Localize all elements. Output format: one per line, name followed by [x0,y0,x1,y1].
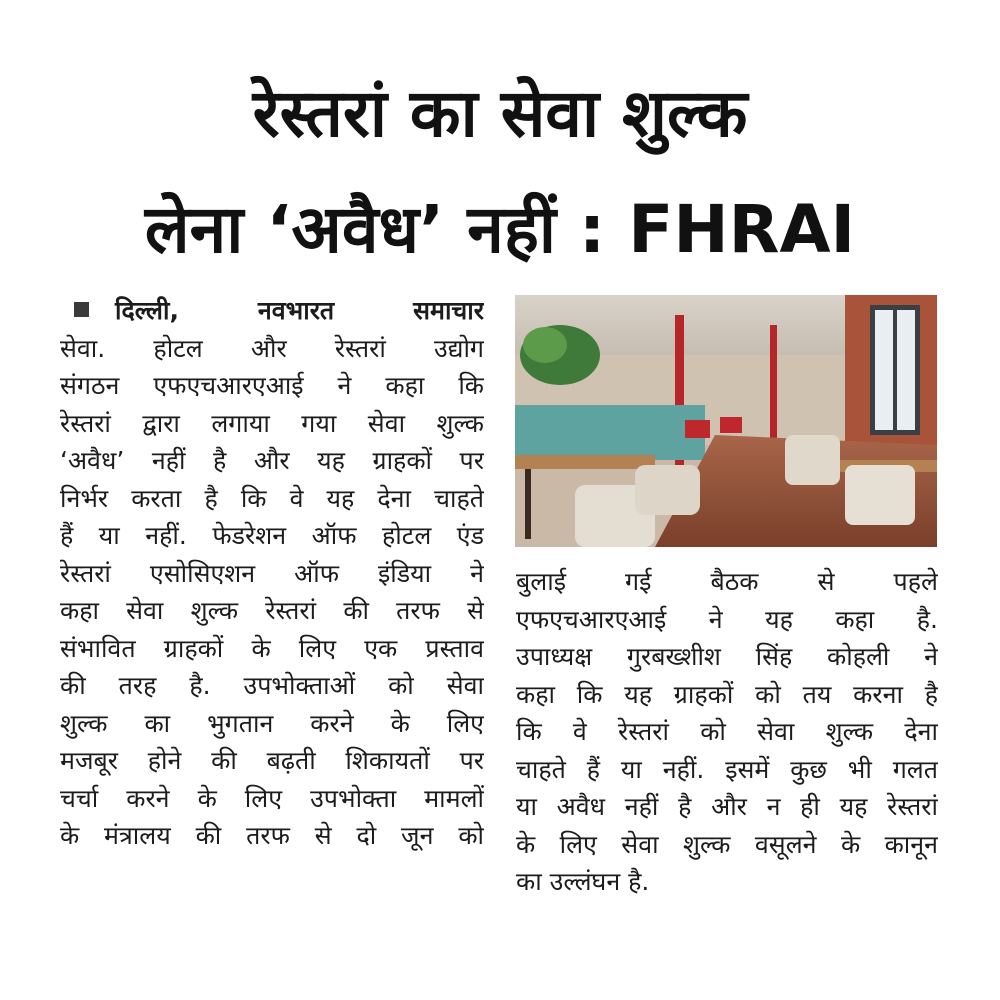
headline-line-2: लेना ‘अवैध’ नहीं : FHRAI [144,191,856,268]
article-line: रेस्तरां एसोसिएशन ऑफ इंडिया ने [60,558,484,588]
article-line: या अवैध नहीं है और न ही यह रेस्तरां [516,792,938,821]
article-column-left [60,292,484,855]
article-line: शुल्क का भुगतान करने के लिए [60,708,484,738]
article-line: कि वे रेस्तरां को सेवा शुल्क देना [516,717,938,746]
article-line: निर्भर करता है कि वे यह देना चाहते [60,483,484,513]
article-line: उपाध्यक्ष गुरबख्शीश सिंह कोहली ने [516,642,938,671]
article-line: चर्चा करने के लिए उपभोक्ता मामलों [60,783,484,813]
article-line: संभावित ग्राहकों के लिए एक प्रस्ताव [60,633,484,663]
article-line [60,292,484,330]
article-line: की तरह है. उपभोक्ताओं को सेवा [60,671,484,700]
dateline: दिल्ली, नवभारत समाचार [115,296,484,325]
article-column-right [516,563,938,901]
bullet-square-icon [74,302,89,317]
article-line: ‘अवैध’ नहीं है और यह ग्राहकों पर [60,446,484,475]
article-line: हैं या नहीं. फेडरेशन ऑफ होटल एंड [60,521,484,550]
article-line: के मंत्रालय की तरफ से दो जून को [60,821,484,850]
article-line: मजबूर होने की बढ़ती शिकायतों पर [60,746,484,775]
article-line: के लिए सेवा शुल्क वसूलने के कानून [516,829,938,859]
article-line: एफएचआरएआई ने यह कहा है. [516,604,938,634]
article-line: चाहते हैं या नहीं. इसमें कुछ भी गलत [516,754,938,784]
article-line: बुलाई गई बैठक से पहले [516,567,938,596]
article-line: कहा कि यह ग्राहकों को तय करना है [516,679,938,709]
restaurant-interior-photo [515,295,937,547]
article-line: संगठन एफएचआरएआई ने कहा कि [60,371,484,400]
headline-line-1: रेस्तरां का सेवा शुल्क [252,75,748,152]
article-line: का उल्लंघन है. [516,867,650,896]
article-line: रेस्तरां द्वारा लगाया गया सेवा शुल्क [60,408,484,438]
article-line: कहा सेवा शुल्क रेस्तरां की तरफ से [60,596,484,625]
article-line: सेवा. होटल और रेस्तरां उद्योग [60,333,484,363]
